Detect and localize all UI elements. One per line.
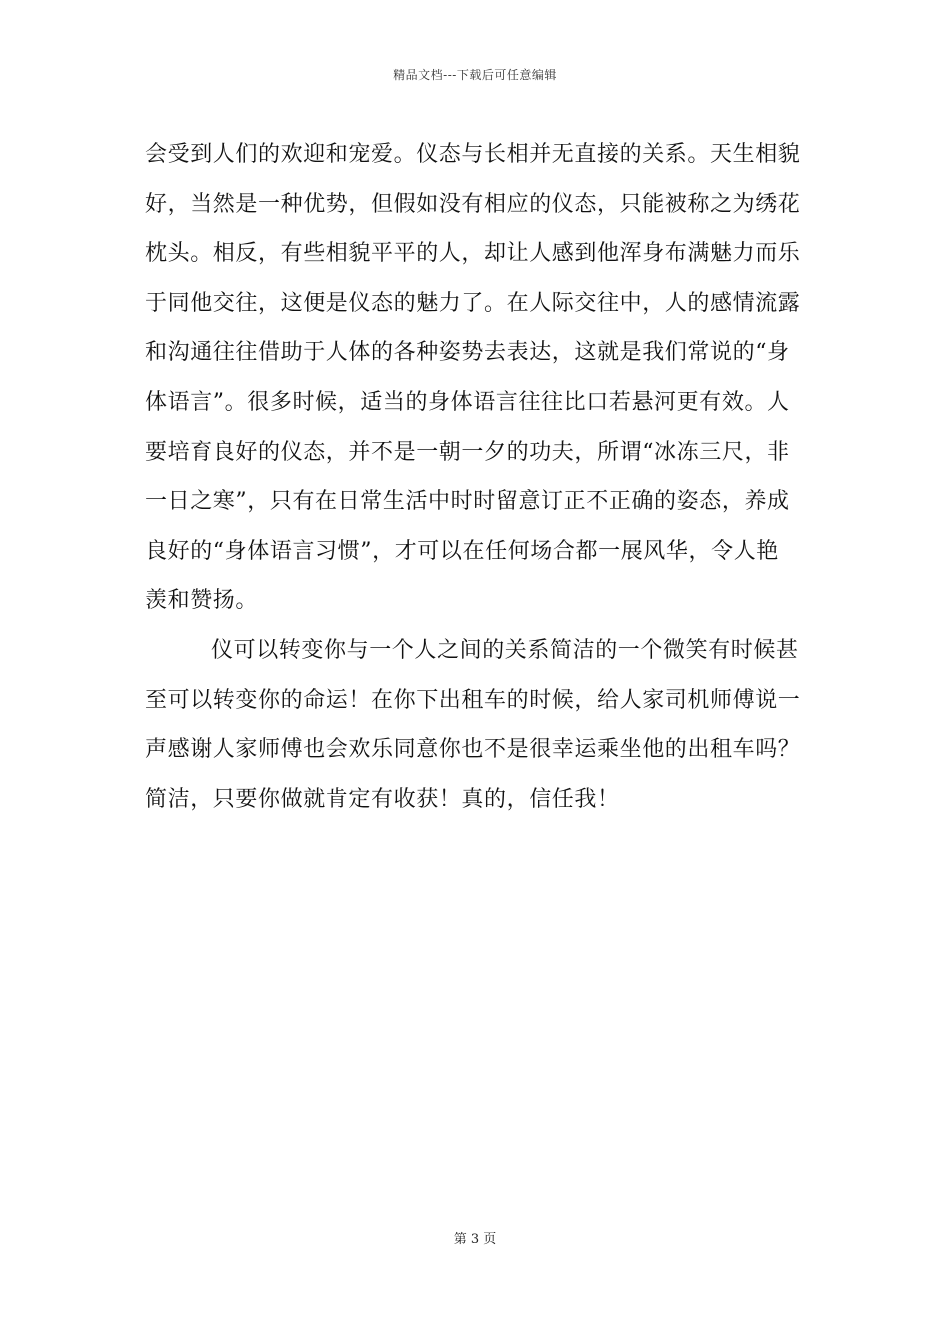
- text-line: 于同他交往，这便是仪态的魅力了。在人际交往中，人的感情流露: [145, 290, 801, 316]
- text-line: 枕头。相反，有些相貌平平的人，却让人感到他浑身布满魅力而乐: [145, 241, 801, 267]
- text-line: 好，当然是一种优势，但假如没有相应的仪态，只能被称之为绣花: [145, 191, 801, 217]
- page-header: 精品文档---下载后可任意编辑: [393, 68, 557, 82]
- text-line: 简洁，只要你做就肯定有收获！真的，信任我！: [145, 786, 620, 812]
- text-line: 声感谢人家师傅也会欢乐同意你也不是很幸运乘坐他的出租车吗？: [145, 737, 801, 763]
- page-number: 第 3 页: [453, 1232, 497, 1247]
- text-line: 良好的“身体语言习惯”，才可以在任何场合都一展风华，令人艳: [145, 538, 779, 564]
- text-line: 羡和赞扬。: [145, 588, 259, 614]
- text-line: 至可以转变你的命运！在你下出租车的时候，给人家司机师傅说一: [145, 687, 801, 713]
- text-line: 一日之寒”，只有在日常生活中时时留意订正不正确的姿态，养成: [145, 489, 790, 515]
- text-line: 会受到人们的欢迎和宠爱。仪态与长相并无直接的关系。天生相貌: [145, 142, 801, 167]
- paragraph-1: [145, 130, 805, 626]
- paragraph-2: [145, 626, 805, 824]
- document-body: [145, 130, 805, 824]
- text-line: 仪可以转变你与一个人之间的关系简洁的一个微笑有时候甚: [211, 637, 799, 663]
- text-line: 要培育良好的仪态，并不是一朝一夕的功夫，所谓“冰冻三尺，非: [145, 439, 790, 465]
- text-line: 体语言”。很多时候，适当的身体语言往往比口若悬河更有效。人: [145, 389, 790, 415]
- text-line: 和沟通往往借助于人体的各种姿势去表达，这就是我们常说的“身: [145, 340, 790, 366]
